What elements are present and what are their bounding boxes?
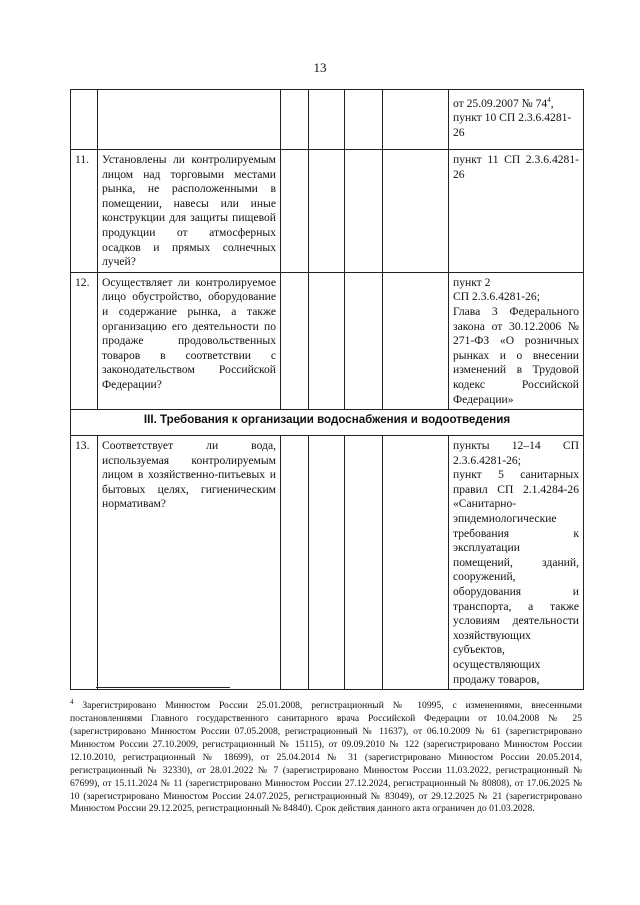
row-number: 12.	[71, 272, 98, 409]
table-row	[71, 90, 584, 150]
footnote	[70, 696, 582, 816]
answer-yes-cell	[281, 272, 309, 409]
question-text: Установлены ли контролируемым лицом над торговыми местами рынка, не расположенными в помещении, навесы или иные конструкции для защиты пищевой продукции от атмосферных осадков и прямых солнечных лучей?	[98, 150, 281, 273]
reference-line: пункт 5 санитарных правил СП 2.1.4284-26 «Санитарно-эпидемиологические требования к эксплуатации помещений, зданий, сооружений, оборудования и транспорта, а также условиям деятельности хозяйствующих субъектов, осуществляющих продажу товаров,	[453, 468, 579, 686]
reference-text: пункт 11 СП 2.3.6.4281-26	[449, 150, 584, 273]
answer-na-cell	[345, 272, 383, 409]
table-row	[71, 436, 584, 690]
answer-no-cell	[309, 90, 345, 150]
note-cell	[383, 436, 449, 690]
reference-line: пункт 2	[453, 275, 491, 289]
footnote-text: Зарегистрировано Минюстом России 25.01.2008, регистрационный № 10995, с изменениями, внесенными постановлениями Главного государственного санитарного врача Российской Федерации от 10.04.2008 № 25 (зарегистрировано Минюстом России 07.05.2008, регистрационный № 11637), от 06.10.2009 № 61 (зарегистрировано Минюстом России 27.10.2009, регистрационный № 15115), от 09.09.2010 № 122 (зарегистрировано Минюстом России 12.10.2010, регистрационный № 18699), от 25.04.2014 № 31 (зарегистрировано Минюстом России 20.05.2014, регистрационный № 32330), от 28.01.2022 № 7 (зарегистрировано Минюстом России 11.03.2022, регистрационный № 67699), от 15.11.2024 № 11 (зарегистрировано Минюстом России 27.12.2024, регистрационный № 80808), от 17.06.2025 № 10 (зарегистрировано Минюстом России 24.07.2025, регистрационный № 83049), от 29.12.2025 № 21 (зарегистрировано Минюстом России 29.12.2025, регистрационный № 84840). Срок действия данного акта ограничен до 01.03.2028.	[70, 700, 582, 815]
footnote-marker: 4	[70, 698, 74, 706]
page-number: 13	[313, 60, 327, 75]
answer-no-cell	[309, 272, 345, 409]
table-row	[71, 150, 584, 273]
row-number: 11.	[71, 150, 98, 273]
reference-line: 26	[453, 126, 465, 140]
reference-cell: от 25.09.2007 № $74^4$, пункт 10 СП 2.3.6.4281- 26	[449, 90, 584, 150]
reference-cell	[449, 272, 584, 409]
note-cell	[383, 90, 449, 150]
row-number-cell	[71, 90, 98, 150]
row-number: 13.	[71, 436, 98, 690]
note-cell	[383, 150, 449, 273]
reference-line: Глава 3 Федерального закона от 30.12.2006 № 271-ФЗ «О розничных рынках и о внесении изменений в Трудовой кодекс Российской Федерации»	[453, 304, 579, 406]
answer-no-cell	[309, 436, 345, 690]
note-cell	[383, 272, 449, 409]
question-text: Осуществляет ли контролируемое лицо обустройство, оборудование и содержание рынка, а также организацию его деятельности по продаже продовольственных товаров в соответствии с законодательством Российской Федерации?	[98, 272, 281, 409]
checklist-table	[70, 89, 584, 690]
reference-line: СП 2.3.6.4281-26;	[453, 290, 540, 304]
footnote-marker: 4	[547, 96, 551, 104]
section-title: III. Требования к организации водоснабжения и водоотведения	[71, 410, 584, 436]
footnote-separator	[96, 687, 230, 688]
answer-na-cell	[345, 150, 383, 273]
section-row	[71, 410, 584, 436]
question-text: Соответствует ли вода, используемая контролируемым лицом в хозяйственно-питьевых и бытовых целях, гигиеническим нормативам?	[98, 436, 281, 690]
question-cell	[98, 90, 281, 150]
answer-yes-cell	[281, 90, 309, 150]
table-row	[71, 272, 584, 409]
answer-yes-cell	[281, 150, 309, 273]
reference-line: от 25.09.2007 № 74	[453, 96, 548, 110]
answer-no-cell	[309, 150, 345, 273]
reference-cell	[449, 436, 584, 690]
answer-na-cell	[345, 436, 383, 690]
reference-line: пункты 12–14 СП 2.3.6.4281-26;	[453, 439, 579, 467]
reference-line: пункт 10 СП 2.3.6.4281-	[453, 111, 572, 125]
answer-na-cell	[345, 90, 383, 150]
answer-yes-cell	[281, 436, 309, 690]
